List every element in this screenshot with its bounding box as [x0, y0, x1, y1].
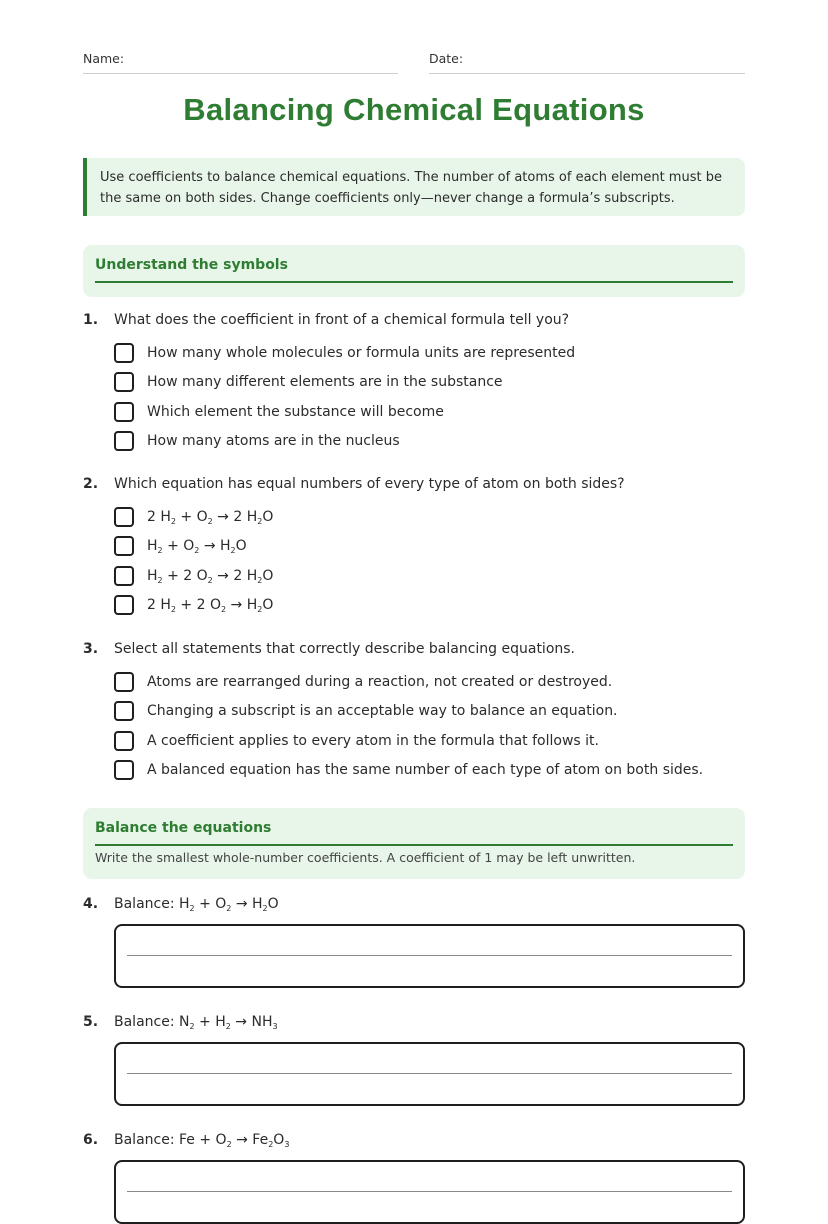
checkbox[interactable]: [114, 595, 134, 615]
checkbox[interactable]: [114, 507, 134, 527]
checkbox[interactable]: [114, 536, 134, 556]
option-label: 2 $H_2 + O_2 \to 2$ $H_2O$: [147, 509, 274, 526]
date-field[interactable]: [429, 51, 745, 74]
subscript: 2: [225, 1022, 231, 1031]
checkbox[interactable]: [114, 372, 134, 392]
question-number: 1.: [83, 312, 99, 328]
subscript: 2: [189, 904, 195, 913]
subscript: 2: [189, 1022, 195, 1031]
option-label: Atoms are rearranged during a reaction, not created or destroyed.: [147, 674, 613, 690]
subscript: 2: [257, 576, 263, 585]
option-label: $H_2 + 2$ $O_2 \to 2$ $H_2O$: [147, 568, 274, 585]
subscript: 2: [157, 546, 163, 555]
question-number: 4.: [83, 896, 99, 912]
section-heading: Balance the equations: [95, 808, 733, 846]
checkbox[interactable]: [114, 760, 134, 780]
subscript: 2: [194, 546, 200, 555]
question-prompt: Balance: $Fe + O_2 \to Fe_2O_3$: [114, 1132, 290, 1149]
instructions-callout: Use coefficients to balance chemical equations. The number of atoms of each element must be the same on both sides. Change coefficients only—never change a formula’s subscripts.: [83, 158, 745, 216]
option-label: 2 $H_2 + 2$ $O_2 \to H_2O$: [147, 597, 274, 614]
subscript: 3: [284, 1140, 290, 1149]
subscript: 2: [257, 517, 263, 526]
checkbox[interactable]: [114, 431, 134, 451]
section-understand-symbols: [83, 245, 745, 297]
name-label: Name:: [83, 51, 125, 66]
checkbox[interactable]: [114, 672, 134, 692]
question-prompt: What does the coefficient in front of a chemical formula tell you?: [114, 312, 570, 328]
subscript: 2: [170, 517, 176, 526]
option-label: $H_2 + O_2 \to H_2O$: [147, 538, 247, 555]
subscript: 2: [268, 1140, 274, 1149]
date-label: Date:: [429, 51, 464, 66]
name-field[interactable]: [83, 51, 398, 74]
subscript: 2: [226, 904, 232, 913]
question-number: 5.: [83, 1014, 99, 1030]
option-label: A balanced equation has the same number of each type of atom on both sides.: [147, 762, 704, 778]
option-3c[interactable]: [114, 731, 734, 755]
option-1a[interactable]: [114, 343, 734, 367]
option-label: Changing a subscript is an acceptable way to balance an equation.: [147, 703, 618, 719]
answer-line: [127, 955, 732, 956]
section-balance-equations: [83, 808, 745, 879]
subscript: 2: [207, 517, 213, 526]
question-number: 2.: [83, 476, 99, 492]
question-prompt: Balance: $N_2 + H_2 \to NH_3$: [114, 1014, 278, 1031]
subscript: 2: [230, 546, 236, 555]
answer-box[interactable]: [114, 924, 745, 988]
option-2a[interactable]: [114, 507, 734, 531]
subscript: 2: [157, 576, 163, 585]
option-3a[interactable]: [114, 672, 734, 696]
section-heading: Understand the symbols: [95, 245, 733, 283]
question-number: 3.: [83, 641, 99, 657]
answer-line: [127, 1073, 732, 1074]
checkbox[interactable]: [114, 343, 134, 363]
name-date-row: [83, 51, 745, 73]
option-2c[interactable]: [114, 566, 734, 590]
subscript: 2: [257, 605, 263, 614]
option-label: How many whole molecules or formula units are represented: [147, 345, 576, 361]
checkbox[interactable]: [114, 731, 134, 751]
section-instructions: Write the smallest whole-number coefficients. A coefficient of 1 may be left unwritten.: [95, 850, 636, 865]
option-3b[interactable]: [114, 701, 734, 725]
option-label: How many atoms are in the nucleus: [147, 433, 400, 449]
option-label: How many different elements are in the substance: [147, 374, 503, 390]
option-3d[interactable]: [114, 760, 734, 784]
option-1c[interactable]: [114, 402, 734, 426]
page-title: Balancing Chemical Equations: [183, 92, 645, 127]
question-prompt: Which equation has equal numbers of every type of atom on both sides?: [114, 476, 625, 492]
question-prompt: Balance: $H_2 + O_2 \to H_2O$: [114, 896, 279, 913]
option-label: A coefficient applies to every atom in the formula that follows it.: [147, 733, 599, 749]
checkbox[interactable]: [114, 701, 134, 721]
question-prompt: Select all statements that correctly describe balancing equations.: [114, 641, 576, 657]
option-2b[interactable]: [114, 536, 734, 560]
answer-box[interactable]: [114, 1160, 745, 1224]
subscript: 2: [226, 1140, 232, 1149]
answer-box[interactable]: [114, 1042, 745, 1106]
option-1d[interactable]: [114, 431, 734, 455]
subscript: 3: [272, 1022, 278, 1031]
option-1b[interactable]: [114, 372, 734, 396]
subscript: 2: [221, 605, 227, 614]
subscript: 2: [170, 605, 176, 614]
checkbox[interactable]: [114, 402, 134, 422]
answer-line: [127, 1191, 732, 1192]
subscript: 2: [262, 904, 268, 913]
option-label: Which element the substance will become: [147, 404, 444, 420]
option-2d[interactable]: [114, 595, 734, 619]
checkbox[interactable]: [114, 566, 134, 586]
question-number: 6.: [83, 1132, 99, 1148]
subscript: 2: [207, 576, 213, 585]
